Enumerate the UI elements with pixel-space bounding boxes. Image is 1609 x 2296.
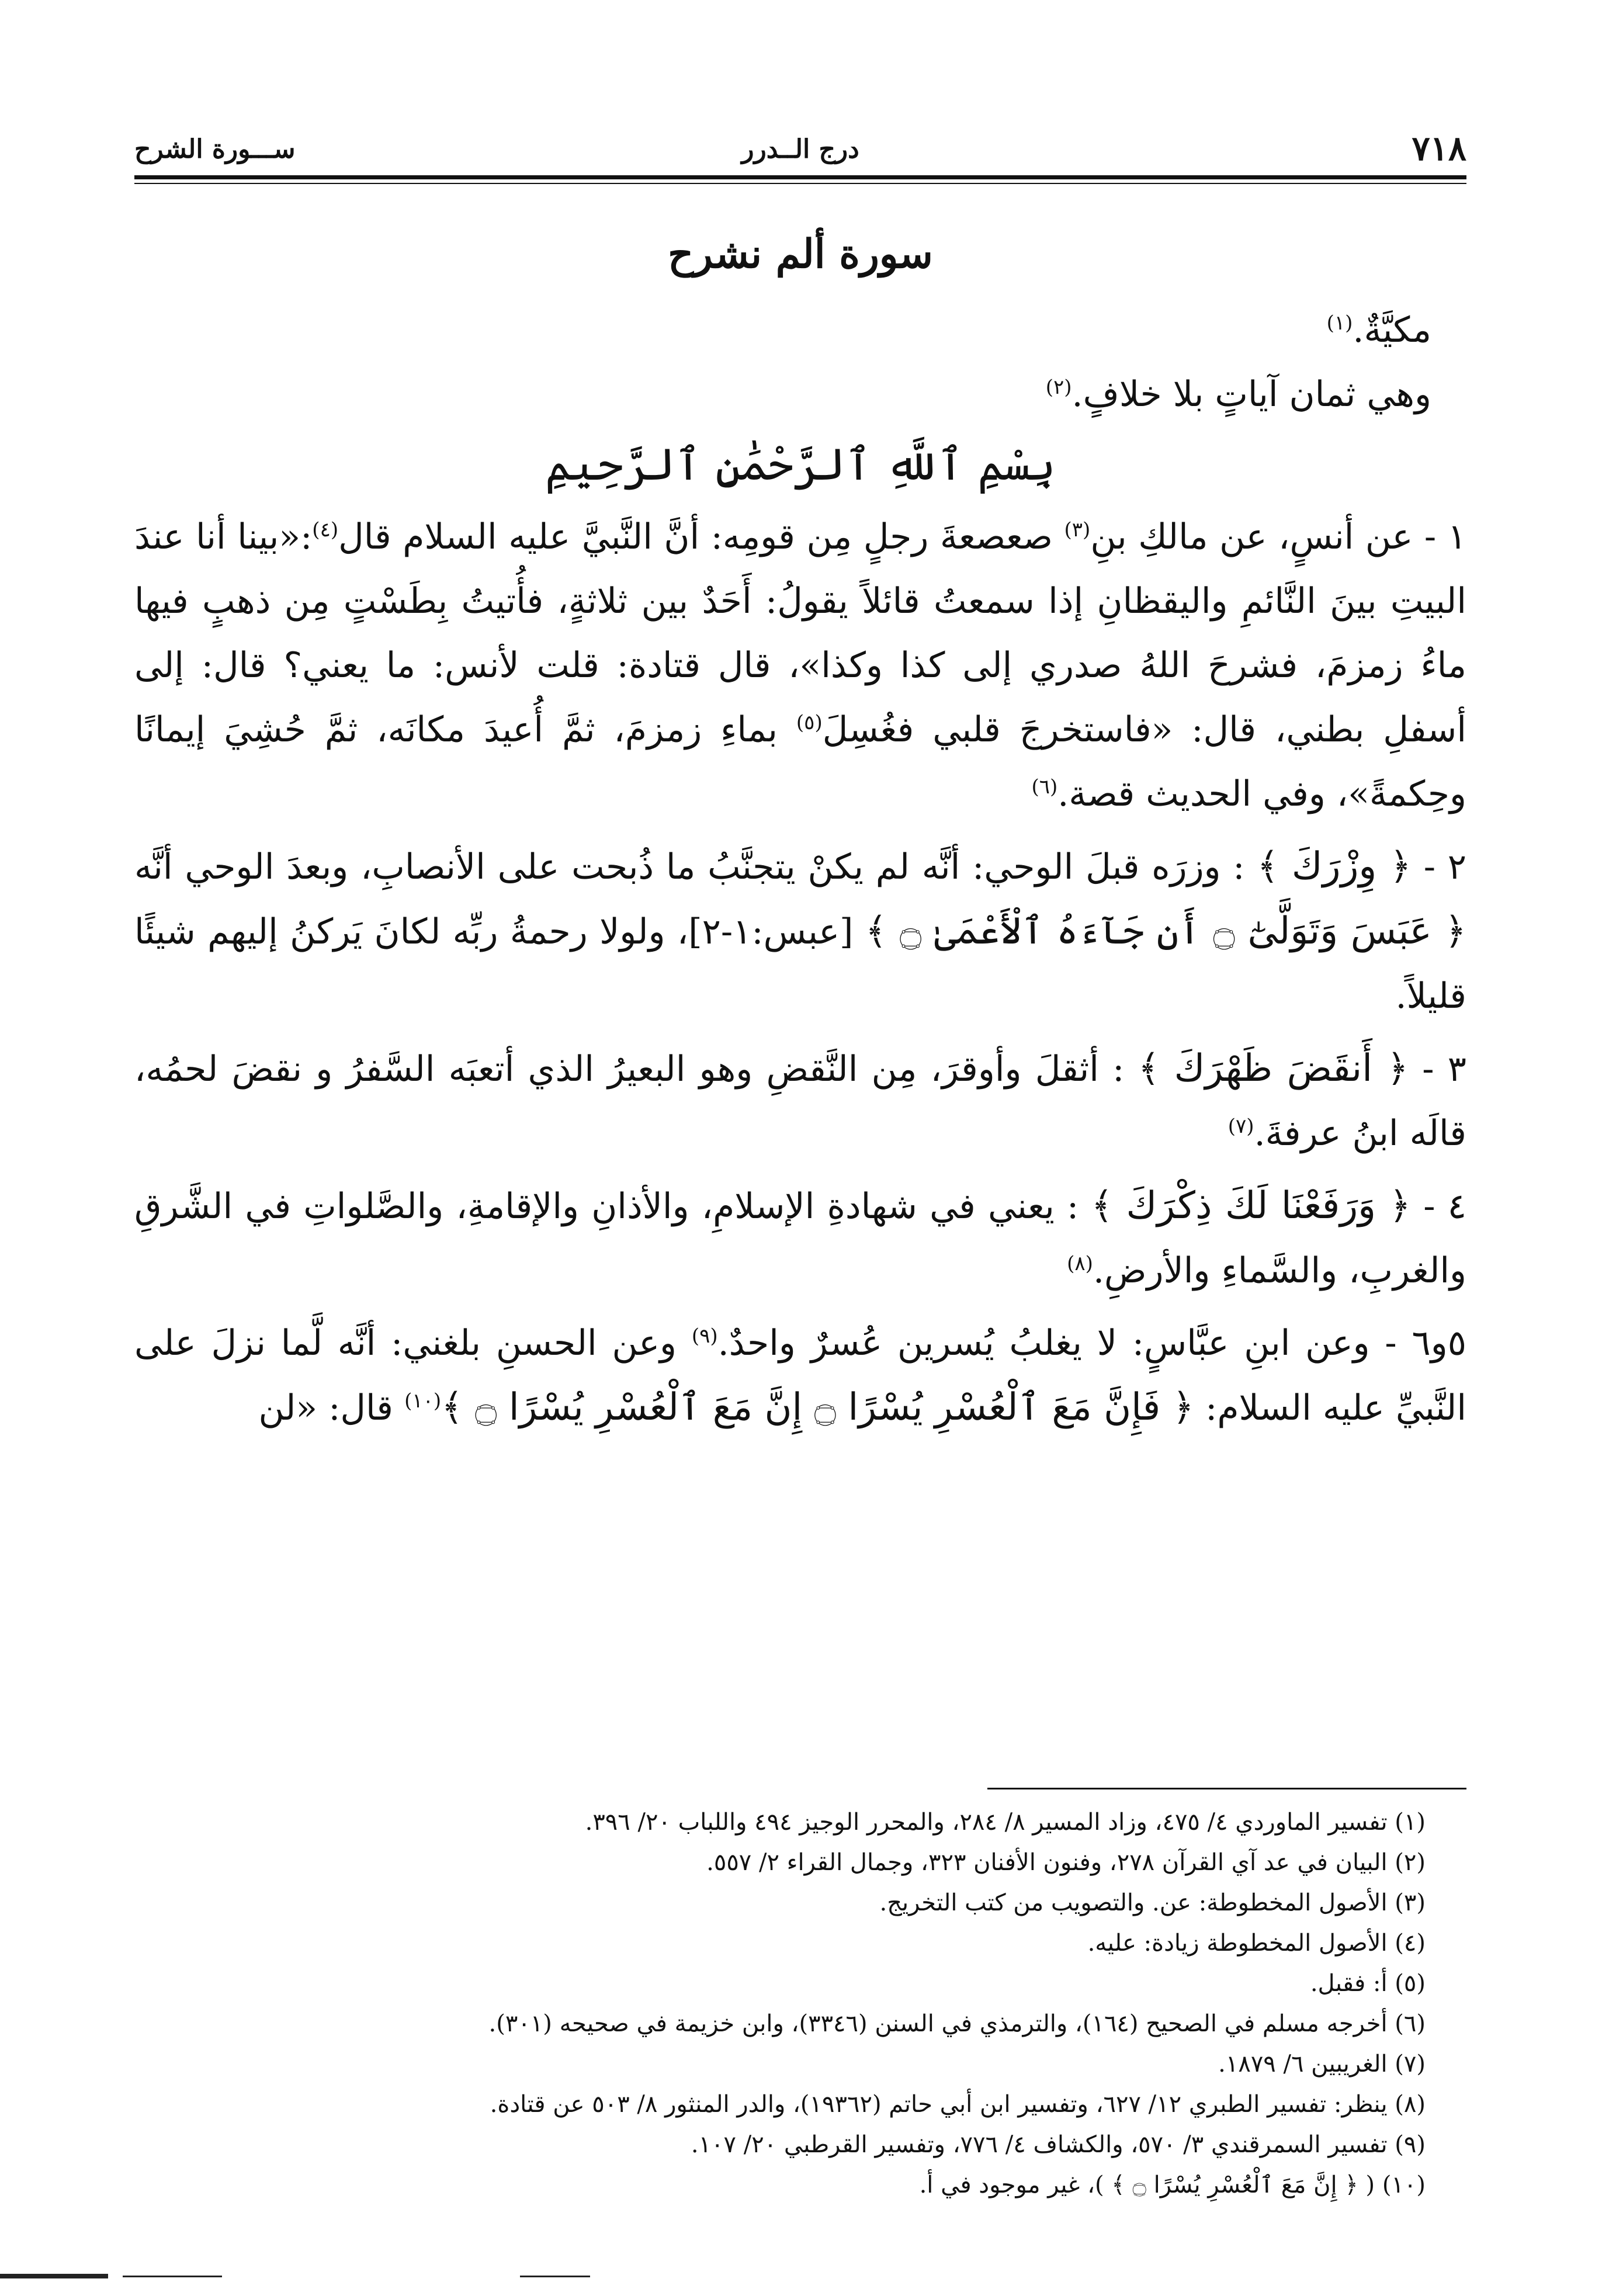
quran-quote: ﴿ وَرَفَعْنَا لَكَ ذِكْرَكَ ﴾	[1091, 1184, 1412, 1227]
paragraph-verse-4	[134, 1174, 1466, 1303]
text-run: : وزرَه قبلَ الوحي: أنَّه لم يكنْ يتجنَّبُ ما ذُبحت على الأنصابِ، وبعدَ الوحي أنَّه	[134, 847, 1257, 887]
scan-artifact-line	[520, 2276, 590, 2277]
quran-quote: ﴿ فَإِنَّ مَعَ ٱلْعُسْرِ يُسْرًا ۝ إِنَّ مَعَ ٱلْعُسْرِ يُسْرًا ۝ ﴾	[441, 1386, 1195, 1429]
footnote-item: (٧) الغريبين ٦/ ١٨٧٩.	[1218, 2051, 1426, 2078]
footnote-separator	[987, 1788, 1466, 1789]
intro-line-2	[134, 362, 1431, 426]
book-title: درج الــدرر	[741, 134, 859, 164]
intro-text-1: مكيَّةٌ.	[1353, 310, 1431, 351]
footnote-ref: (٤)	[312, 518, 339, 542]
text-run: قال: «لن	[258, 1388, 405, 1428]
scan-artifact-line	[123, 2276, 222, 2277]
footnote-ref: (٧)	[1227, 1115, 1254, 1138]
footnote-ref: (٣)	[1064, 518, 1091, 542]
paragraph-verse-5-6	[134, 1311, 1466, 1440]
paragraph-verse-3	[134, 1036, 1466, 1166]
text-run: : يعني في شهادةِ الإسلامِ، والأذانِ والإقامةِ، والصَّلواتِ في الشَّرقِ والغربِ، والسَّماءِ والأرضِ.	[134, 1186, 1466, 1291]
footnote-ref: (٦)	[1031, 775, 1058, 799]
footnote-item: (٢) البيان في عد آي القرآن ٢٧٨، وفنون الأفنان ٣٢٣، وجمال القراء ٢/ ٥٥٧.	[706, 1849, 1426, 1876]
footnote-ref: (٢)	[1045, 376, 1072, 399]
footnote-item: (٦) أخرجه مسلم في الصحيح (١٦٤)، والترمذي في السنن (٣٣٤٦)، وابن خزيمة في صحيحه (٣٠١).	[488, 2010, 1426, 2037]
text-run: ٢ -	[1411, 847, 1466, 887]
footnote-item: (٥) أ: فقبل.	[1310, 1970, 1426, 1997]
footnote-item: (٨) ينظر: تفسير الطبري ١٢/ ٦٢٧، وتفسير ابن أبي حاتم (١٩٣٦٢)، والدر المنثور ٨/ ٥٠٣ عن قتادة.	[490, 2091, 1426, 2118]
quran-quote: ﴿ وِزْرَكَ ﴾	[1257, 845, 1412, 888]
scan-artifact-bar	[0, 2274, 108, 2278]
footnote-ref: (٩)	[691, 1324, 718, 1348]
text-run: وعن الحسنِ بلغني: أنَّه لَّما نزلَ على النَّبيِّ عليه السلام:	[134, 1323, 1466, 1428]
text-run: ٤ -	[1411, 1186, 1467, 1227]
text-run: بماءِ زمزمَ، ثمَّ أُعيدَ مكانَه، ثمَّ حُشِيَ إيمانًا وحِكمةً»، وفي الحديث قصة.	[134, 709, 1466, 814]
intro-text-2: وهي ثمان آياتٍ بلا خلافٍ.	[1071, 374, 1431, 415]
footnote-ref: (٨)	[1067, 1252, 1093, 1275]
text-run: [عبس:١-٢]، ولولا رحمةُ ربِّه لكانَ يَركنُ إليهم شيئًا قليلاً.	[134, 911, 1466, 1017]
footnote-item: (١) تفسير الماوردي ٤/ ٤٧٥، وزاد المسير ٨/ ٢٨٤، والمحرر الوجيز ٤٩٤ واللباب ٢٠/ ٣٩٦.	[585, 1809, 1426, 1836]
footnote-item: (٩) تفسير السمرقندي ٣/ ٥٧٠، والكشاف ٤/ ٧٧٦، وتفسير القرطبي ٢٠/ ١٠٧.	[691, 2131, 1426, 2158]
page-number: ٧١٨	[1412, 129, 1466, 168]
paragraph-verse-2	[134, 834, 1466, 1028]
footnote-item: (١٠) ( ﴿ إِنَّ مَعَ ٱلْعُسْرِ يُسْرًا ۝ ﴾ )، غير موجود في أ.	[919, 2172, 1426, 2198]
quran-quote: ﴿ عَبَسَ وَتَوَلَّىٰٓ ۝ أَن جَآءَهُ ٱلْأَعْمَىٰ ۝ ﴾	[865, 910, 1466, 953]
quran-quote: ﴿ أَنقَضَ ظَهْرَكَ ﴾	[1138, 1047, 1409, 1090]
text-run: :«بينا أنا عندَ البيتِ بينَ النَّائمِ واليقظانِ إذا سمعتُ قائلاً يقولُ: أَحَدٌ بين ثلاثةٍ، فأُتيتُ بِطَسْتٍ مِن ذهبٍ فيها ماءُ زمزمَ، فشرحَ اللهُ صدري إلى كذا وكذا»، قال قتادة: قلت لأنس: ما يعني؟ قال: إلى أسفلِ بطني، قال: «فاستخرجَ قلبي فغُسِلَ	[134, 516, 1466, 750]
footnote-item: (٣) الأصول المخطوطة: عن. والتصويب من كتب التخريج.	[879, 1889, 1426, 1916]
paragraph-verse-1	[134, 505, 1466, 826]
surah-title: سورة ألم نشرح	[668, 231, 933, 278]
footnote-ref: (١)	[1326, 311, 1353, 335]
footnote-item: (٤) الأصول المخطوطة زيادة: عليه.	[1087, 1930, 1426, 1957]
text-run: ٣ -	[1409, 1049, 1466, 1090]
running-header	[134, 129, 1466, 175]
text-run: : أثقلَ وأوقرَ، مِن النَّقضِ وهو البعيرُ الذي أتعبَه السَّفرُ و نقضَ لحمُه، قالَه ابنُ عرفةَ.	[134, 1049, 1466, 1154]
header-rule-thick	[134, 175, 1466, 179]
basmala: بِسْمِ ٱللَّهِ ٱلرَّحْمَٰنِ ٱلرَّحِيمِ	[545, 438, 1056, 490]
surah-header-name: ســـورة الشرح	[134, 134, 296, 164]
intro-line-1	[134, 298, 1431, 362]
footnote-ref: (١٠)	[404, 1389, 442, 1413]
header-rule-thin	[134, 183, 1466, 184]
book-page	[134, 111, 1466, 2273]
footnotes-list	[134, 1802, 1466, 2205]
text-run: صعصعةَ رجلٍ مِن قومِه: أنَّ النَّبيَّ عليه السلام قال	[338, 516, 1064, 557]
text-run: ٥و٦ - وعن ابنِ عبَّاسٍ: لا يغلبُ يُسرين عُسرٌ واحدٌ.	[717, 1323, 1466, 1364]
text-run: ١ - عن أنسٍ، عن مالكِ بنِ	[1090, 516, 1467, 557]
main-text	[134, 222, 1466, 1440]
footnote-ref: (٥)	[796, 711, 823, 734]
